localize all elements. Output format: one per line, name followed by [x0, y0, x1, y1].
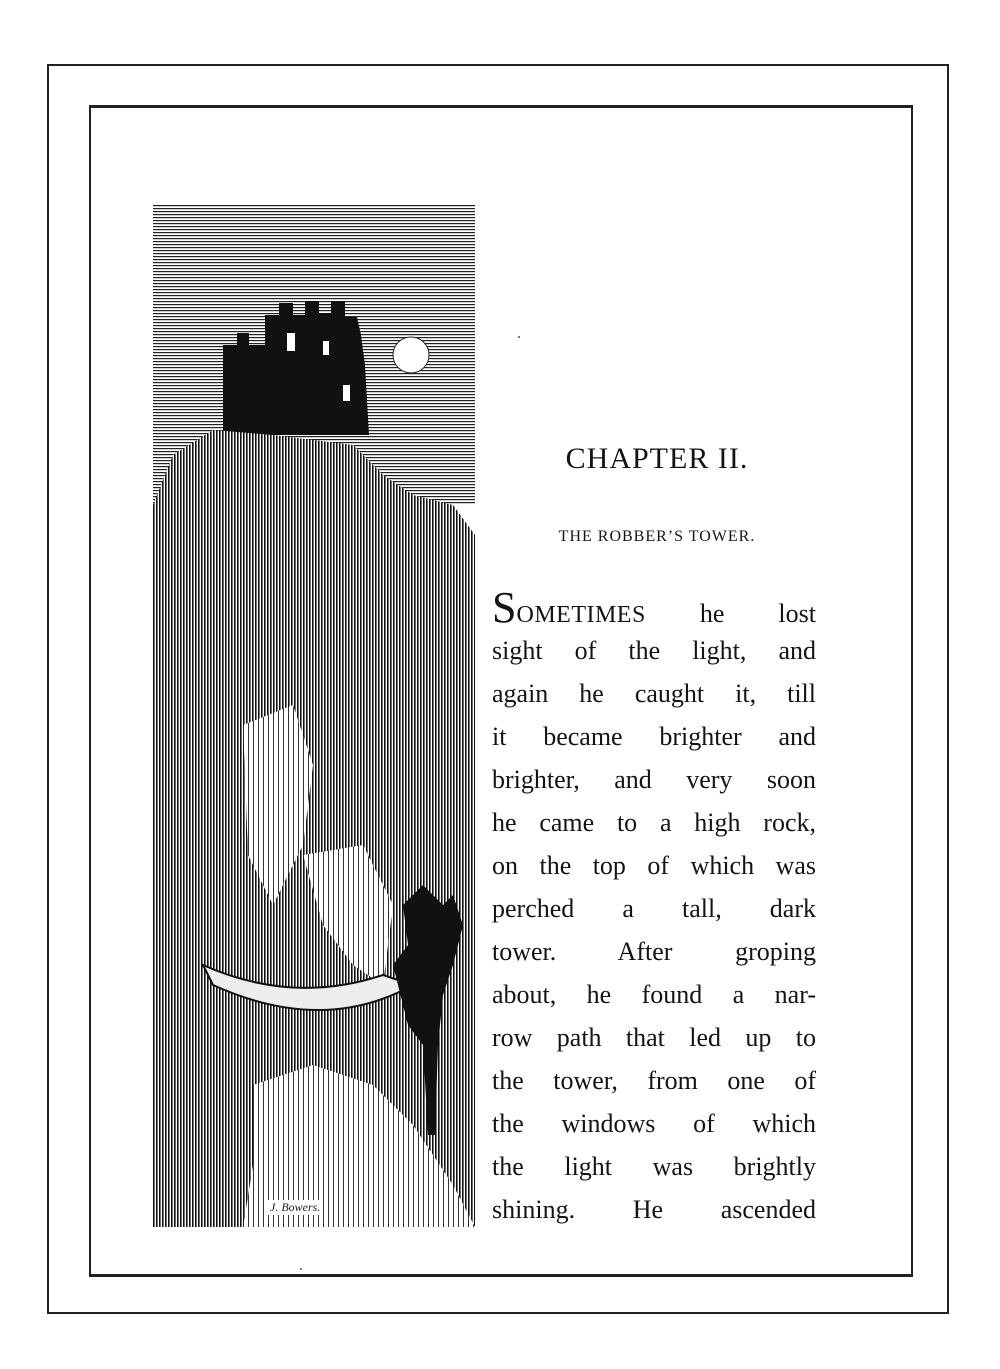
drop-cap: S: [492, 586, 517, 629]
text-line: the tower, from one of: [492, 1066, 816, 1095]
text-line: [492, 586, 816, 629]
stray-ink-dot: [518, 336, 520, 338]
text-line: it became brighter and: [492, 722, 816, 751]
text-line: the light was brightly: [492, 1152, 816, 1181]
text-line: row path that led up to: [492, 1023, 816, 1052]
text-line: he came to a high rock,: [492, 808, 816, 837]
body-text: [492, 586, 816, 1231]
text-line: the windows of which: [492, 1109, 816, 1138]
first-word: OMETIMES: [516, 602, 646, 628]
tower-window: [323, 341, 329, 355]
chapter-subtitle: THE ROBBER’S TOWER.: [558, 528, 756, 545]
text-line: again he caught it, till: [492, 679, 816, 708]
text-line: about, he found a nar-: [492, 980, 816, 1009]
tower-window: [287, 333, 295, 351]
text-line: perched a tall, dark: [492, 894, 816, 923]
robbers-tower-engraving: [153, 205, 475, 1227]
line-text: he lost: [645, 599, 816, 628]
chapter-title: CHAPTER II.: [565, 442, 749, 475]
text-line: on the top of which was: [492, 851, 816, 880]
text-line: brighter, and very soon: [492, 765, 816, 794]
stray-ink-dot: [300, 1268, 302, 1270]
text-line: shining. He ascended: [492, 1195, 816, 1224]
moon: [393, 337, 429, 373]
engraver-signature: J. Bowers.: [270, 1200, 321, 1214]
text-line: sight of the light, and: [492, 636, 816, 665]
tower-window: [343, 385, 350, 401]
text-line: tower. After groping: [492, 937, 816, 966]
